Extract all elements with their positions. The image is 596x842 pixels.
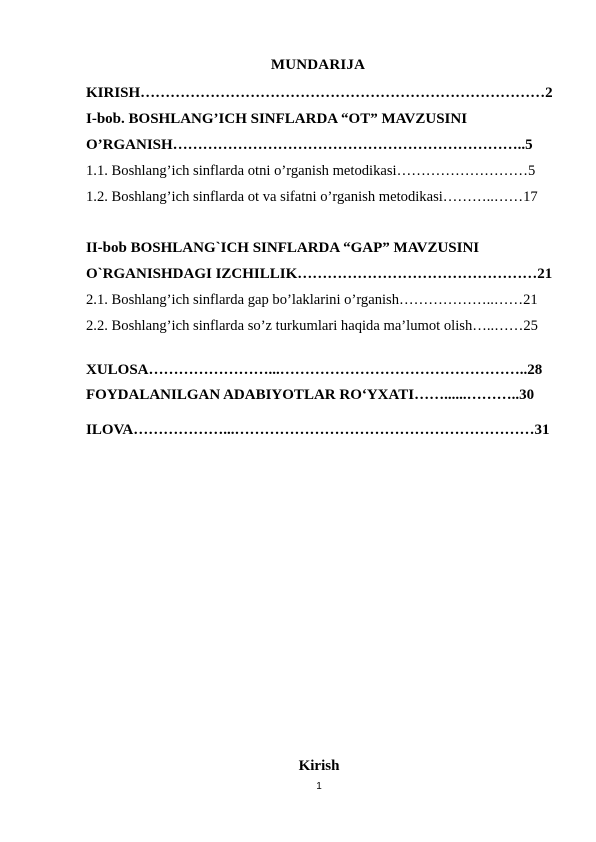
toc-entry-chapter1-title: I-bob. BOSHLANG’ICH SINFLARDA “OT” MAVZUSINI — [86, 111, 468, 127]
toc-entry-section-1-1: 1.1. Boshlang’ich sinflarda otni o’rganish metodikasi………………………5 — [86, 163, 536, 179]
toc-entry-chapter1-title-cont: O’RGANISH……………………………………………………………..5 — [86, 137, 533, 153]
toc-entry-xulosa: XULOSA……………………...…………………………………………..28 — [86, 362, 543, 378]
page-number: 1 — [316, 781, 322, 792]
toc-entry-section-1-2: 1.2. Boshlang’ich sinflarda ot va sifatni o’rganish metodikasi………..……17 — [86, 189, 538, 205]
toc-entry-references: FOYDALANILGAN ADABIYOTLAR RO‘YXATI……......………..30 — [86, 387, 535, 403]
toc-entry-section-2-1: 2.1. Boshlang’ich sinflarda gap bo’laklarini o’rganish………………..……21 — [86, 292, 538, 308]
toc-entry-ilova: ILOVA………………...……………………………………………………31 — [86, 422, 550, 438]
toc-entry-chapter2-title: II-bob BOSHLANG`ICH SINFLARDA “GAP” MAVZUSINI — [86, 240, 480, 256]
toc-entry-section-2-2: 2.2. Boshlang’ich sinflarda so’z turkumlari haqida ma’lumot olish…..……25 — [86, 318, 538, 334]
toc-entry-kirish: KIRISH………………………………………………………………………2 — [86, 85, 553, 101]
next-section-heading: Kirish — [298, 758, 340, 774]
toc-title: MUNDARIJA — [270, 57, 366, 73]
toc-entry-chapter2-title-cont: O`RGANISHDAGI IZCHILLIK…………………………………………21 — [86, 266, 553, 282]
